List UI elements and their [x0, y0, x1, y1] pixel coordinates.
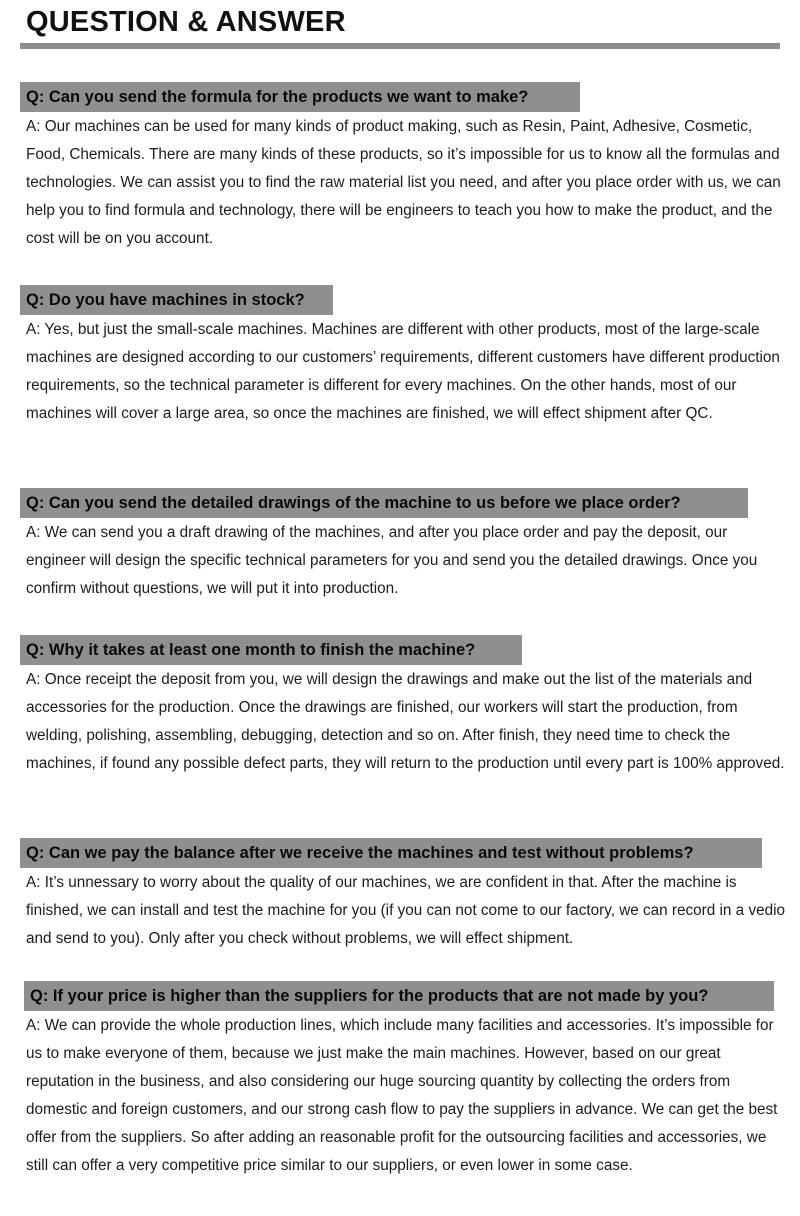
page-title: QUESTION & ANSWER: [26, 6, 346, 38]
question-heading: Q: Can you send the detailed drawings of the machine to us before we place order?: [20, 488, 748, 518]
answer-text: A: We can send you a draft drawing of the machines, and after you place order and pay the deposit, our engineer will design the specific technical parameters for you and send you the detailed drawings. Once you confirm without questions, we will put it into production.: [26, 524, 758, 597]
answer-text: A: Once receipt the deposit from you, we will design the drawings and make out the list of the materials and accessories for the production. Once the drawings are finished, our workers will start the production, from welding, polishing, assembling, debugging, detection and so on. After finish, they need time to check the machines, if found any possible defect parts, they will return to the production until every part is 100% approved.: [26, 671, 785, 772]
question-heading: Q: If your price is higher than the suppliers for the products that are not made by you?: [24, 981, 774, 1011]
title-divider: [20, 43, 780, 49]
question-heading: Q: Why it takes at least one month to finish the machine?: [20, 635, 522, 665]
answer-text: A: It’s unnessary to worry about the quality of our machines, we are confident in that. After the machine is finished, we can install and test the machine for you (if you can not come to our factory, we can record in a vedio and send to you). Only after you check without problems, we will effect shipment.: [26, 874, 786, 947]
question-heading: Q: Can we pay the balance after we receive the machines and test without problems?: [20, 838, 762, 868]
answer-text: A: Our machines can be used for many kinds of product making, such as Resin, Paint, Adhesive, Cosmetic, Food, Chemicals. There are many kinds of these products, so it’s impossible for us to know all the formulas and technologies. We can assist you to find the raw material list you need, and after you place order with us, we can help you to find formula and technology, there will be engineers to teach you how to make the product, and the cost will be on you account.: [26, 118, 781, 247]
question-heading: Q: Do you have machines in stock?: [20, 285, 333, 315]
answer-text: A: We can provide the whole production lines, which include many facilities and accessories. It’s impossible for us to make everyone of them, because we just make the main machines. However, based on our great reputation in the business, and also considering our huge sourcing quantity by collecting the orders from domestic and foreign customers, and our strong cash flow to pay the suppliers in advance. We can get the best offer from the suppliers. So after adding an reasonable profit for the outsourcing facilities and accessories, we still can offer a very competitive price similar to our suppliers, or even lower in some case.: [26, 1017, 778, 1174]
answer-text: A: Yes, but just the small-scale machines. Machines are different with other products, most of the large-scale machines are designed according to our customers’ requirements, different customers have different production requirements, so the technical parameter is different for every machines. On the other hands, most of our machines will cover a large area, so once the machines are finished, we will effect shipment after QC.: [26, 321, 780, 422]
question-heading: Q: Can you send the formula for the products we want to make?: [20, 82, 580, 112]
